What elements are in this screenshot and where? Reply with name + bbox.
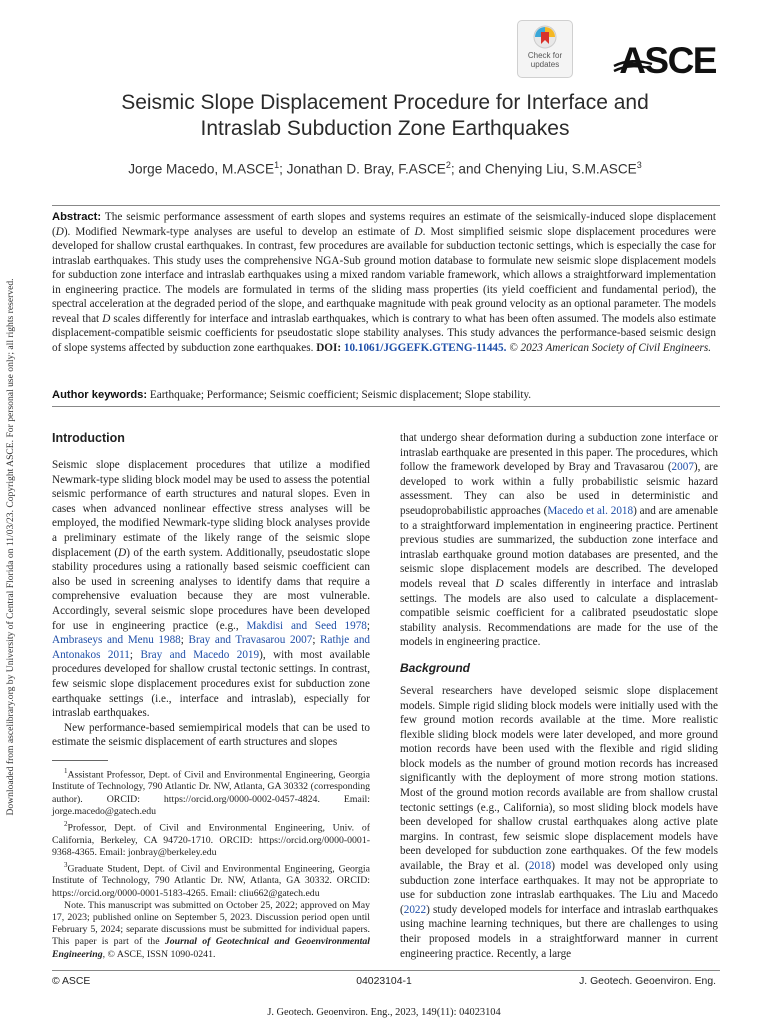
abstract-label: Abstract:	[52, 211, 102, 223]
author-list: Jorge Macedo, M.ASCE$^1$; Jonathan D. Bray, F.ASCE$^2$; and Chenying Liu, S.M.ASCE$^3$	[128, 160, 642, 177]
abstract: Abstract: The seismic performance assessment of earth slopes and systems requires an estimate of the seismically-induced slope displacement (D). Modified Newmark-type analyses are useful to develop an estimate of D. Most simplified seismic slope displacement procedures were developed for shallow crustal earthquakes. In contrast, few procedures are available for subduction tectonic settings, which is especially the case for intraslab earthquakes. This study uses the comprehensive NGA-Sub ground motion database to formulate new seismic slope displacement models for subduction zone interface and intraslab earthquakes using a mixed random variable framework, which allows a straightforward implementation in engineering practice. The models are formulated in terms of the sliding mass properties (its yield coefficient and fundamental period), the spectral acceleration at the degraded period of the slope, and earthquake magnitude with peak ground velocity as an optional parameter. The models reveal that D scales differently for interface and intraslab earthquakes, which is contrary to what has been often assumed. The models also estimate displacement-compatible seismic coefficients for pseudostatic slope stability analyses. This study advances the performance-based seismic design of slope systems affected by subduction zone earthquakes. DOI: 10.1061/JGGEFK.GTENG-11445. © 2023 American Society of Civil Engineers.	[52, 211, 716, 354]
ref-link[interactable]: Makdisi and Seed 1978	[246, 619, 367, 632]
footer-copyright: © ASCE	[52, 976, 91, 987]
affiliation-mark: 1	[274, 160, 280, 170]
asce-logo-text: ASCE	[619, 40, 716, 81]
ref-link[interactable]: 2022	[403, 903, 427, 916]
ref-link[interactable]: Macedo et al. 2018	[547, 504, 634, 517]
ref-link[interactable]: Bray and Macedo 2019	[140, 648, 260, 661]
citation-line: J. Geotech. Geoenviron. Eng., 2023, 149(11): 04023104	[267, 1007, 501, 1018]
author-name: Chenying Liu, S.M.ASCE	[484, 161, 637, 177]
keywords-label: Author keywords:	[52, 389, 148, 401]
author-name: Jorge Macedo, M.ASCE	[128, 161, 275, 177]
ref-link[interactable]: Bray and Travasarou 2007	[188, 634, 313, 647]
footnote-1: $^1$Assistant Professor, Dept. of Civil and Environmental Engineering, Georgia Institute of Technology, 790 Atlantic Dr. NW, Atlanta, GA 30332 (corresponding author). ORCID: https://orcid.org/0000-0002-0457-4824. Email: jorge.macedo@gatech.edu	[52, 767, 370, 817]
asce-logo	[612, 40, 716, 82]
intro-paragraph-1: Seismic slope displacement procedures that utilize a modified Newmark-type sliding block model may be used to assess the potential seismic performance of earth structures and natural slopes. Even in cases when advanced nonlinear effective stress analyses will be employed, the modified Newmark-type sliding block analyses provide a preliminary estimate of the likely range of the seismic slope displacement (D) of the earth system. Additionally, pseudostatic slope stability procedures using a rationally based seismic coefficient can also be used in screening analyses to identify dams that require a comprehensive evaluation because they are most vulnerable. Accordingly, several seismic slope procedures have been developed for use in engineering practice (e.g., Makdisi and Seed 1978; Ambraseys and Menu 1988; Bray and Travasarou 2007; Rathje and Antonakos 2011; Bray and Macedo 2019), with most available procedures developed for shallow crustal tectonic settings. In contrast, few seismic slope displacement procedures exist for subduction zone earthquake settings (i.e., interface and intraslab), especially for intraslab earthquakes.	[52, 459, 371, 720]
footer-page-id: 04023104-1	[356, 976, 412, 987]
introduction-heading: Introduction	[52, 431, 125, 445]
footer-journal: J. Geotech. Geoenviron. Eng.	[579, 976, 716, 987]
download-notice: Downloaded from ascelibrary.org by University of Central Florida on 11/03/23. Copyright ASCE. For personal use only; all rights reserved.	[5, 278, 16, 816]
footnote-divider	[52, 760, 108, 761]
ref-link[interactable]: Rathje and Antonakos 2011	[52, 634, 371, 661]
doi-label: DOI:	[316, 341, 342, 354]
ref-link[interactable]: 2018	[528, 860, 552, 873]
footer-divider	[52, 970, 720, 971]
crossmark-icon	[532, 24, 558, 50]
paper-title: Seismic Slope Displacement Procedure for Interface and Intraslab Subduction Zone Earthquakes	[121, 91, 649, 140]
check-for-updates-label: Check for updates	[527, 51, 563, 69]
check-for-updates-badge[interactable]	[517, 20, 573, 78]
right-column	[400, 431, 718, 961]
ref-link[interactable]: Ambraseys and Menu 1988	[52, 634, 181, 647]
left-column	[52, 430, 370, 750]
author-keywords: Author keywords: Earthquake; Performance; Seismic coefficient; Seismic displacement; Slope stability.	[52, 389, 532, 401]
footnotes	[52, 765, 370, 961]
author-name: Jonathan D. Bray, F.ASCE	[286, 161, 446, 177]
manuscript-note: Note. This manuscript was submitted on October 25, 2022; approved on May 17, 2023; published online on September 5, 2023. Discussion period open until February 5, 2024; separate discussions must be submitted for individual papers. This paper is part of the Journal of Geotechnical and Geoenvironmental Engineering, © ASCE, ISSN 1090-0241.	[52, 899, 370, 960]
intro-paragraph-2: New performance-based semiempirical models that can be used to estimate the seismic displacement of earth structures and slopes	[52, 721, 370, 749]
intro-paragraph-3: that undergo shear deformation during a subduction zone interface or intraslab earthquake are presented in this paper. The procedures, which follow the framework developed by Bray and Travasarou (2007), are developed to work within a fully probabilistic seismic hazard assessment. They can also be used in deterministic and pseudoprobabilistic approaches (Macedo et al. 2018) and are amenable to a straightforward implementation in engineering practice. Pertinent previous studies are summarized, the subduction zone interface and intraslab earthquake ground motion databases are presented, and the seismic slope displacement models are described. The developed models reveal that D scales differently in interface and intraslab settings. The models are also used to calculate a displacement-compatible seismic coefficient for a calibrated pseudostatic slope stability analysis. Recommendations are made for the use of the models in engineering practice.	[400, 432, 719, 649]
background-paragraph: Several researchers have developed seismic slope displacement models. Simple rigid sliding block models were initially used with the few ground motion records available at the time. More realistic flexible sliding block models were later developed, and more ground motion records have been used with the flexible and rigid sliding block models as the number of ground motion records has increased significantly with the deployment of more strong motion stations. Most of the ground motion records available are from shallow crustal tectonic settings (e.g., California), so most sliding block models have been developed for shallow crustal earthquakes along active plate margins. In contrast, few seismic slope displacement models have been developed for subduction zone earthquakes. Of the few models available, the Bray et al. (2018) model was developed only using subduction zone interface earthquakes. It may not be appropriate to use for subduction zone intraslab earthquakes. The Liu and Macedo (2022) study developed models for interface and intraslab earthquakes using machine learning techniques, but there are challenges to using their proposed models in a straightforward manner in current engineering practice. Recently, a large	[400, 684, 718, 960]
footnote-2: $^2$Professor, Dept. of Civil and Environmental Engineering, Univ. of California, Berkeley, CA 94720-1710. ORCID: https://orcid.org/0000-0001-9368-4365. Email: jonbray@berkeley.edu	[52, 820, 370, 858]
doi-link[interactable]: 10.1061/JGGEFK.GTENG-11445.	[343, 341, 507, 354]
footnote-3: $^3$Graduate Student, Dept. of Civil and Environmental Engineering, Georgia Institute of Technology, 790 Atlantic Dr. NW, Atlanta, GA 30332. ORCID: https://orcid.org/0000-0001-5183-4265. Email: cliu662@gatech.edu	[52, 860, 370, 899]
ref-link[interactable]: 2007	[671, 461, 694, 474]
background-heading: Background	[400, 660, 471, 675]
affiliation-mark: 3	[636, 160, 642, 170]
affiliation-mark: 2	[445, 160, 451, 170]
